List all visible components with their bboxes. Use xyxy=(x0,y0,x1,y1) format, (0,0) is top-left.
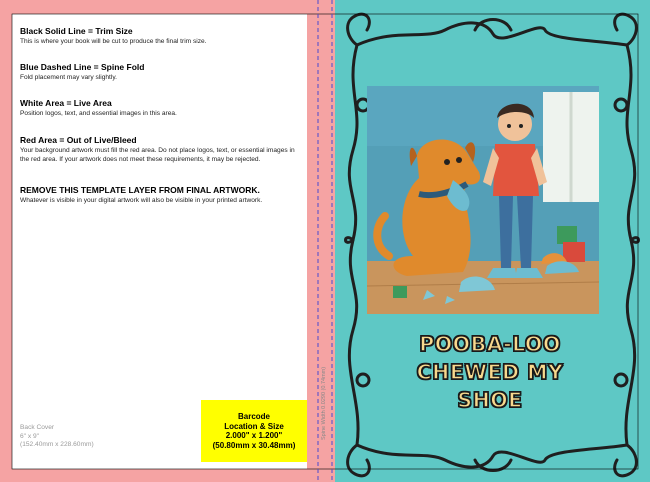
book-title-line: POOBA-LOO xyxy=(419,332,561,356)
guide-heading: Black Solid Line = Trim Size xyxy=(20,26,133,36)
guide-body: Whatever is visible in your digital artwork will also be visible in your printed artwork. xyxy=(20,197,263,204)
guide-heading: White Area = Live Area xyxy=(20,98,112,108)
barcode-line: (50.80mm x 30.48mm) xyxy=(212,440,296,450)
guide-body: Position logos, text, and essential images in this area. xyxy=(20,110,177,117)
guide-body: Fold placement may vary slightly. xyxy=(20,74,117,81)
back-cover-size: 6" x 9" xyxy=(20,432,39,440)
guide-heading: Blue Dashed Line = Spine Fold xyxy=(20,62,145,72)
guide-heading: Red Area = Out of Live/Bleed xyxy=(20,135,137,145)
spine-width-label: Spine Width 0.0290 (0.74mm) xyxy=(321,366,327,440)
barcode-line: Barcode xyxy=(237,412,270,421)
guide-body: Your background artwork must fill the red area. Do not place logos, text, or essential images in the red area. If your artwork does not meet these requirements, it may be rejected. xyxy=(20,147,295,163)
trim-line xyxy=(12,14,638,469)
back-cover-label: Back Cover xyxy=(20,424,55,431)
book-title-line: SHOE xyxy=(457,388,523,412)
barcode-line: 2.000" x 1.200" xyxy=(225,431,283,440)
guide-body: This is where your book will be cut to produce the final trim size. xyxy=(20,38,207,45)
back-cover-size-mm: (152.40mm x 228.60mm) xyxy=(20,441,94,448)
book-title-line: CHEWED MY xyxy=(416,360,564,384)
barcode-line: Location & Size xyxy=(224,421,284,431)
guide-heading: REMOVE THIS TEMPLATE LAYER FROM FINAL ARTWORK. xyxy=(20,185,260,195)
